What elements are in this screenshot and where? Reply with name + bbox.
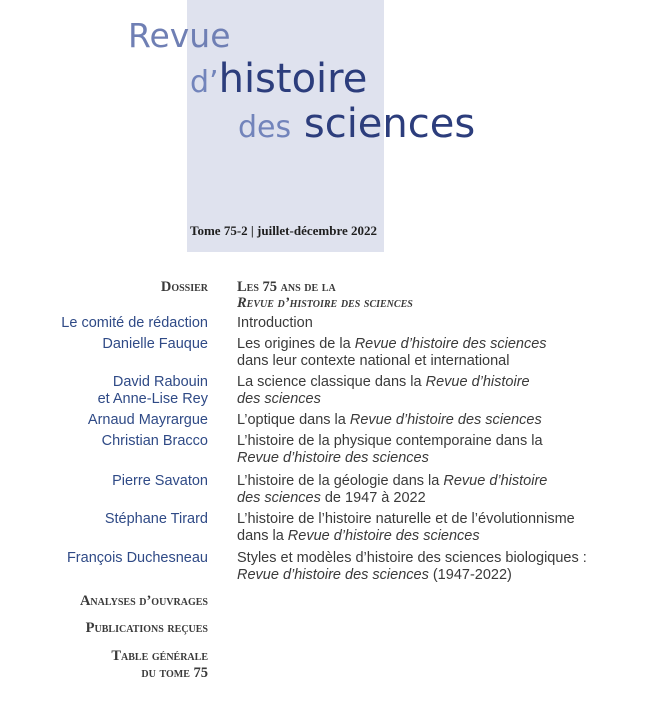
masthead-des: des bbox=[238, 110, 292, 145]
article-author-line: et Anne-Lise Rey bbox=[97, 391, 208, 407]
article-title: Introduction bbox=[237, 315, 313, 331]
article-author: Stéphane Tirard bbox=[104, 511, 208, 527]
masthead-histoire-word: histoire bbox=[218, 56, 368, 102]
masthead-histoire bbox=[190, 56, 368, 102]
article-title-text: Styles et modèles d’histoire des sciences biologiques : bbox=[237, 550, 587, 566]
article-title bbox=[237, 550, 587, 584]
masthead-apostrophe: d’ bbox=[190, 65, 219, 100]
section-table-line: du tome 75 bbox=[141, 665, 208, 681]
article-title bbox=[237, 374, 530, 408]
article-author: Danielle Fauque bbox=[102, 336, 208, 352]
masthead-revue: Revue bbox=[128, 16, 231, 55]
article-title-text: L’histoire de l’histoire naturelle et de l’évolutionnisme bbox=[237, 511, 575, 527]
dossier-label: Dossier bbox=[160, 279, 208, 295]
article-title-journal: des sciences bbox=[237, 391, 321, 407]
article-title-text: L’histoire de la physique contemporaine dans la bbox=[237, 433, 543, 449]
article-author: Arnaud Mayrargue bbox=[87, 412, 208, 428]
article-title-text: dans la bbox=[237, 528, 288, 544]
issue-info: Tome 75-2 | juillet-décembre 2022 bbox=[190, 223, 377, 238]
dossier-title-line2: Revue d’histoire des sciences bbox=[237, 295, 413, 311]
article-title bbox=[237, 336, 547, 370]
article-title-text: de 1947 à 2022 bbox=[320, 490, 426, 506]
article-title bbox=[237, 412, 542, 429]
dossier-title bbox=[237, 279, 413, 311]
section-analyses: Analyses d’ouvrages bbox=[79, 593, 208, 609]
article-title-journal: Revue d’histoire des sciences bbox=[237, 567, 429, 583]
article-title-text: L’histoire de la géologie dans la bbox=[237, 473, 444, 489]
article-author-line: David Rabouin bbox=[112, 374, 208, 390]
article-title-text: La science classique dans la bbox=[237, 374, 426, 390]
article-title-text: Les origines de la bbox=[237, 336, 355, 352]
article-title-journal: Revue d’histoire bbox=[443, 473, 548, 489]
article-title-journal: Revue d’histoire des sciences bbox=[237, 450, 429, 466]
article-title-text: L’optique dans la bbox=[237, 412, 350, 428]
article-title bbox=[237, 473, 547, 507]
article-title-journal: Revue d’histoire des sciences bbox=[287, 528, 480, 544]
article-title-journal: des sciences bbox=[237, 490, 321, 506]
article-author: François Duchesneau bbox=[66, 550, 208, 566]
article-author: Le comité de rédaction bbox=[61, 315, 208, 331]
section-table-generale bbox=[111, 648, 208, 682]
article-title bbox=[237, 511, 575, 545]
masthead-sciences-word: sciences bbox=[303, 101, 476, 147]
section-publications: Publications reçues bbox=[85, 620, 208, 636]
dossier-title-line1: Les 75 ans de la bbox=[237, 279, 336, 295]
article-title-journal: Revue d’histoire des sciences bbox=[354, 336, 547, 352]
section-table-line: Table générale bbox=[111, 648, 208, 664]
article-title bbox=[237, 433, 543, 467]
article-author: Pierre Savaton bbox=[112, 473, 208, 489]
masthead-sciences bbox=[238, 101, 476, 147]
article-title-text: (1947-2022) bbox=[428, 567, 512, 583]
article-title-text: dans leur contexte national et international bbox=[237, 353, 510, 369]
article-author bbox=[98, 374, 208, 408]
article-title-journal: Revue d’histoire bbox=[425, 374, 530, 390]
article-author: Christian Bracco bbox=[101, 433, 208, 449]
article-title-journal: Revue d’histoire des sciences bbox=[349, 412, 542, 428]
